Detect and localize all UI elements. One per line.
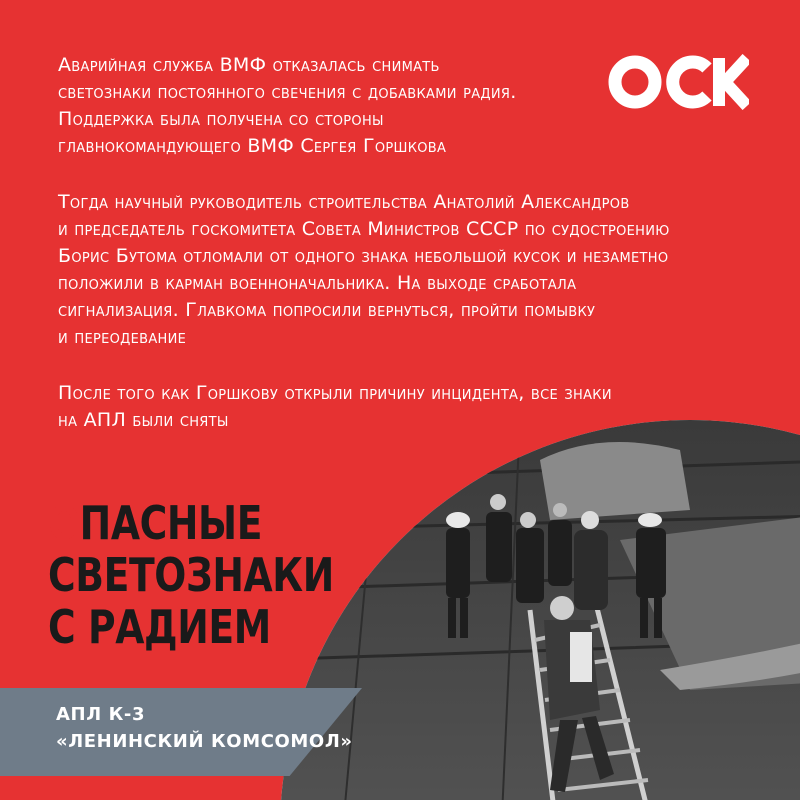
title-line-3: С РАДИЕМ [48,600,271,654]
paragraph-3: После того как Горшкову открыли причину инцидента, все знаки на АПЛ были сняты [58,382,612,431]
caption-text [56,701,353,755]
title-line-1: ПАСНЫЕ [79,496,263,550]
osk-logo [607,54,749,110]
caption-line-2: «ЛЕНИНСКИЙ КОМСОМОЛ» [56,731,353,752]
title-line-2: СВЕТОЗНАКИ [48,548,334,602]
paragraph-2: Тогда научный руководитель строительства Анатолий Александров и председатель госкомитета Совета Министров СССР по судостроению Борис Бутома отломали от одного знака небольшой кусок и незаметно положили в карман военноначальника. На выходе сработала сигнализация. Главкома попросили вернуться, пройти помывку и переодевание [58,191,670,348]
caption-line-1: АПЛ К-3 [56,704,146,725]
title-first-letter: О [48,496,80,550]
poster-title [48,497,397,653]
paragraph-1: Аварийная служба ВМФ отказалась снимать светознаки постоянного свечения с добавками радия. Поддержка была получена со стороны главнокомандующего ВМФ Сергея Горшкова [58,54,517,157]
body-text [58,52,778,463]
